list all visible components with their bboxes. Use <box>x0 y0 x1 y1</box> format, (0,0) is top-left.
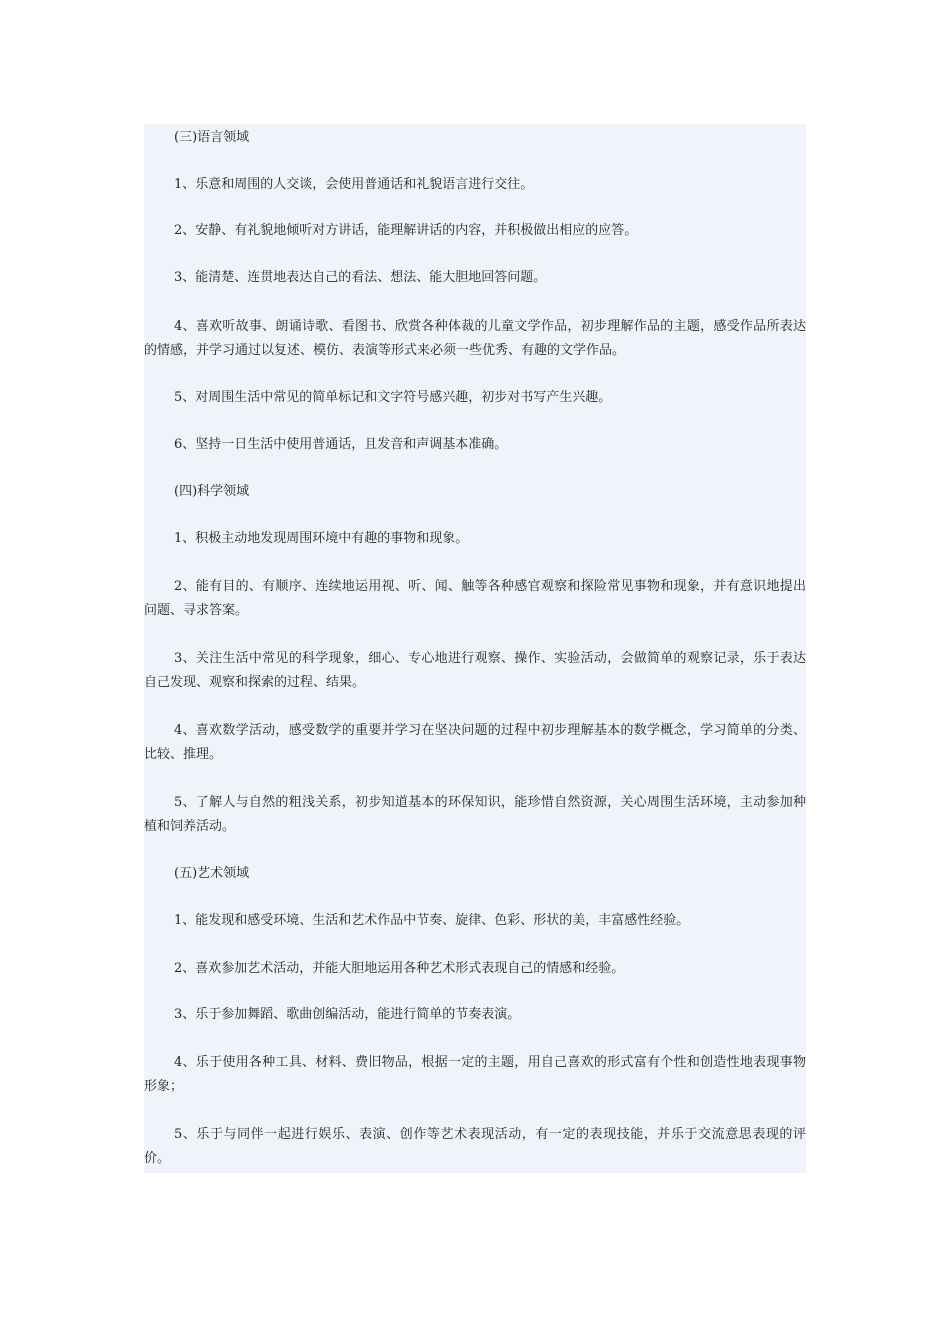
paragraph: 4、喜欢数学活动，感受数学的重要并学习在坚决问题的过程中初步理解基本的数学概念，学习简单的分类、比较、推理。 <box>144 723 806 762</box>
paragraph: 5、了解人与自然的粗浅关系，初步知道基本的环保知识，能珍惜自然资源，关心周围生活环境，主动参加种植和饲养活动。 <box>144 795 806 834</box>
paragraph: 6、坚持一日生活中使用普通话，且发音和声调基本准确。 <box>174 437 508 452</box>
paragraph: 1、能发现和感受环境、生活和艺术作品中节奏、旋律、色彩、形状的美，丰富感性经验。 <box>174 913 690 928</box>
paragraph: 3、关注生活中常见的科学现象，细心、专心地进行观察、操作、实验活动，会做简单的观察记录，乐于表达自己发现、观察和探索的过程、结果。 <box>144 651 806 690</box>
paragraph: 4、乐于使用各种工具、材料、费旧物品，根据一定的主题，用自己喜欢的形式富有个性和创造性地表现事物形象； <box>144 1055 806 1094</box>
paragraph: 2、能有目的、有顺序、连续地运用视、听、闻、触等各种感官观察和探险常见事物和现象，并有意识地提出问题、寻求答案。 <box>144 579 806 618</box>
paragraph: 3、能清楚、连贯地表达自己的看法、想法、能大胆地回答问题。 <box>174 270 547 285</box>
paragraph: 5、乐于与同伴一起进行娱乐、表演、创作等艺术表现活动，有一定的表现技能，并乐于交流意思表现的评价。 <box>144 1127 806 1166</box>
paragraph: 2、安静、有礼貌地倾听对方讲话，能理解讲话的内容，并积极做出相应的应答。 <box>174 223 638 238</box>
paragraph: 1、乐意和周围的人交谈，会使用普通话和礼貌语言进行交往。 <box>174 177 534 192</box>
paragraph: 5、对周围生活中常见的简单标记和文字符号感兴趣，初步对书写产生兴趣。 <box>174 390 612 405</box>
section-heading-art: (五)艺术领域 <box>174 866 250 881</box>
paragraph: 1、积极主动地发现周围环境中有趣的事物和现象。 <box>174 531 469 546</box>
content-block <box>144 124 806 1173</box>
section-heading-language: (三)语言领域 <box>174 130 250 145</box>
paragraph: 4、喜欢听故事、朗诵诗歌、看图书、欣赏各种体裁的儿童文学作品，初步理解作品的主题，感受作品所表达的情感，并学习通过以复述、模仿、表演等形式来必须一些优秀、有趣的文学作品。 <box>144 319 806 358</box>
section-heading-science: (四)科学领域 <box>174 484 250 499</box>
paragraph: 3、乐于参加舞蹈、歌曲创编活动，能进行简单的节奏表演。 <box>174 1007 521 1022</box>
paragraph: 2、喜欢参加艺术活动，并能大胆地运用各种艺术形式表现自己的情感和经验。 <box>174 961 625 976</box>
